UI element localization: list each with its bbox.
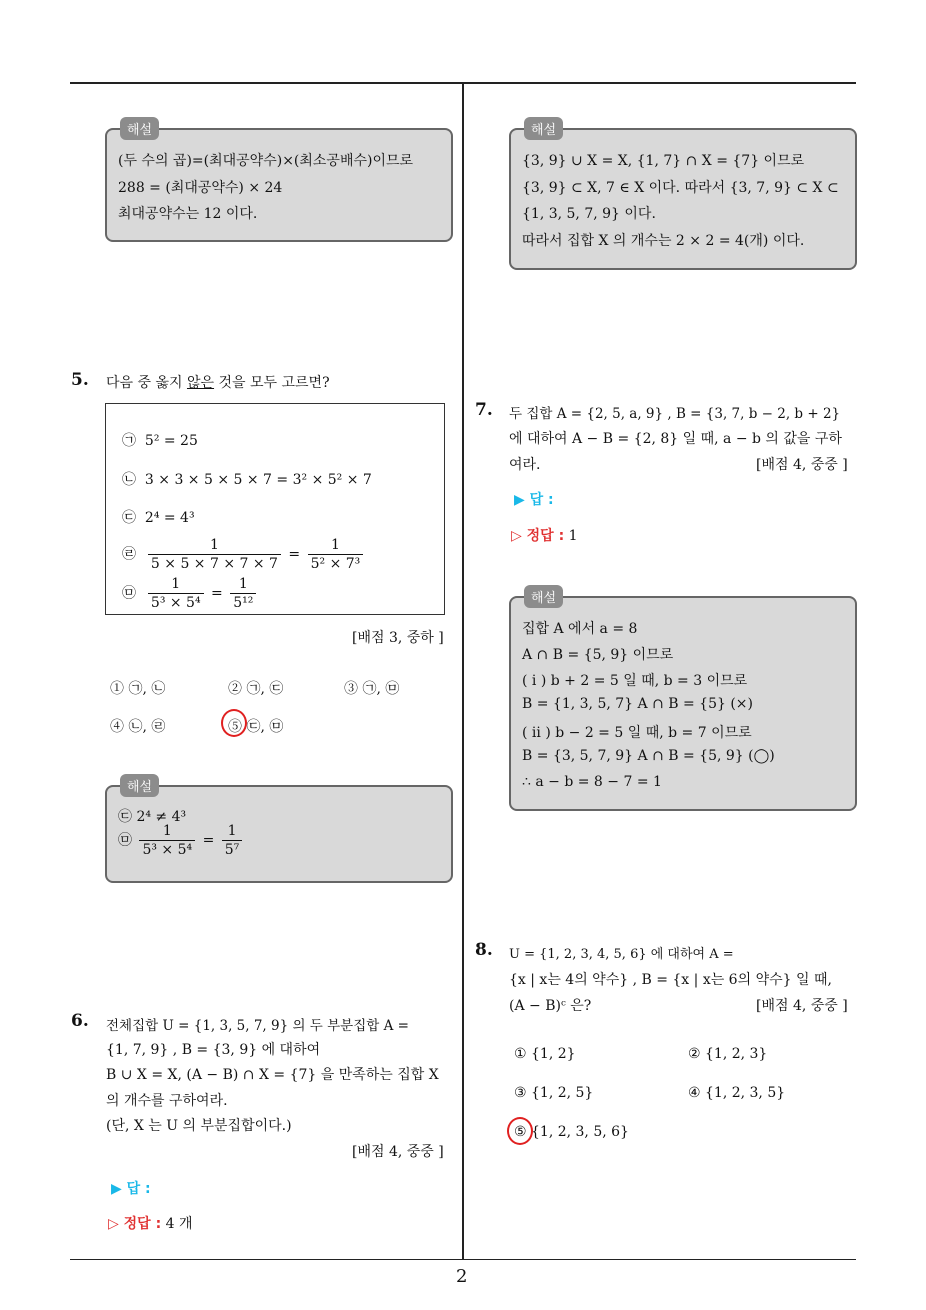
score-label: [배점 3, 중하 ] [352, 630, 444, 646]
score-label: [배점 4, 중중 ] [756, 457, 848, 473]
statement-item: ㉠ 5² = 25 [122, 433, 198, 449]
explanation-tag: 해설 [120, 774, 159, 797]
statement-item: ㉡ 3 × 3 × 5 × 5 × 7 = 3² × 5² × 7 [122, 472, 372, 488]
explanation-line: 집합 A 에서 a = 8 [522, 621, 638, 637]
fraction: $\frac{1}{\text{5⁷}}$ [222, 822, 243, 859]
column-divider [462, 83, 464, 1260]
score-label: [배점 4, 중중 ] [352, 1144, 444, 1160]
prompt-text: 다음 중 옳지 [106, 375, 187, 391]
choice-4[interactable]: ④ {1, 2, 3, 5} [688, 1085, 786, 1101]
choice-4[interactable]: ④ ㉡, ㉣ [110, 719, 166, 735]
fraction: $\frac{1}{\text{5³ × 5⁴}}$ [148, 575, 204, 612]
question-line: 두 집합 A = {2, 5, a, 9} , B = {3, 7, b − 2, b + 2} [509, 406, 841, 422]
question-line: B ∪ X = X, (A − B) ∩ X = {7} 을 만족하는 집합 X [106, 1067, 439, 1083]
explanation-line: (두 수의 곱)=(최대공약수)×(최소공배수)이므로 [118, 153, 414, 169]
explanation-line: ( ii ) b − 2 = 5 일 때, b = 7 이므로 [522, 725, 752, 741]
explanation-tag: 해설 [120, 117, 159, 140]
fraction: $\frac{1}{\text{5¹²}}$ [230, 575, 256, 612]
question-line: 에 대하여 A − B = {2, 8} 일 때, a − b 의 값을 구하 [509, 431, 842, 447]
statement-item: ㉢ 2⁴ = 4³ [122, 510, 195, 526]
explanation-line: A ∩ B = {5, 9} 이므로 [522, 647, 674, 663]
explanation-line: 288 = (최대공약수) × 24 [118, 180, 283, 196]
answer-label: ▶ 답 : [514, 492, 554, 508]
question-line: 전체집합 U = {1, 3, 5, 7, 9} 의 두 부분집합 A = [106, 1018, 409, 1034]
fraction: $\frac{1}{\text{5³ × 5⁴}}$ [139, 822, 195, 859]
explanation-tag: 해설 [524, 117, 563, 140]
explanation-line: ㉤ $\frac{1}{\text{5³ × 5⁴}}$ = $\frac{1}{\text{5⁷}}$ [118, 822, 245, 859]
page-number: 2 [456, 1266, 468, 1287]
fraction: $\frac{1}{\text{5² × 7³}}$ [308, 536, 364, 573]
statement-item: ㉣ $\frac{1}{5 \times 5 \times 7 \times 7 \times 7}$ = $\frac{1}{\text{5² × 7³}}$ [122, 536, 366, 573]
question-line: (A − B)ᶜ 은? [509, 998, 592, 1014]
prompt-emphasis: 않은 [186, 375, 215, 391]
fraction: $\frac{1}{5 \times 5 \times 7 \times 7 \times 7}$ [148, 536, 281, 573]
question-number: 5. [71, 370, 89, 390]
choice-1[interactable]: ① {1, 2} [514, 1046, 576, 1062]
explanation-line: ( i ) b + 2 = 5 일 때, b = 3 이므로 [522, 673, 748, 689]
choice-3[interactable]: ③ ㉠, ㉤ [344, 681, 400, 697]
answer-mark-circle [507, 1117, 533, 1145]
correct-answer: ▷ 정답 : 1 [511, 528, 578, 544]
question-line: 의 개수를 구하여라. [106, 1093, 228, 1109]
choice-2[interactable]: ② {1, 2, 3} [688, 1046, 768, 1062]
question-prompt [106, 372, 330, 392]
explanation-line: 따라서 집합 X 의 개수는 2 × 2 = 4(개) 이다. [522, 233, 805, 249]
prompt-text: 것을 모두 고르면? [214, 375, 330, 391]
choice-2[interactable]: ② ㉠, ㉢ [228, 681, 284, 697]
bottom-rule [70, 1259, 856, 1260]
choice-1[interactable]: ① ㉠, ㉡ [110, 681, 166, 697]
score-label: [배점 4, 중중 ] [756, 998, 848, 1014]
explanation-line: B = {3, 5, 7, 9} A ∩ B = {5, 9} (◯) [522, 748, 775, 764]
explanation-line: B = {1, 3, 5, 7} A ∩ B = {5} (×) [522, 696, 753, 712]
choice-5[interactable]: ⑤ {1, 2, 3, 5, 6} [514, 1124, 629, 1140]
choice-3[interactable]: ③ {1, 2, 5} [514, 1085, 594, 1101]
question-line: {x | x는 4의 약수} , B = {x | x는 6의 약수} 일 때, [509, 972, 832, 988]
question-number: 7. [475, 400, 493, 420]
question-line: (단, X 는 U 의 부분집합이다.) [106, 1118, 292, 1134]
question-line: U = {1, 2, 3, 4, 5, 6} 에 대하여 A = [509, 947, 734, 962]
answer-mark-circle [221, 709, 247, 737]
question-line: {1, 7, 9} , B = {3, 9} 에 대하여 [106, 1042, 321, 1058]
question-number: 6. [71, 1011, 89, 1031]
explanation-line: ∴ a − b = 8 − 7 = 1 [522, 774, 662, 790]
correct-answer: ▷ 정답 : 4 개 [108, 1216, 193, 1232]
explanation-line: ㉢ 2⁴ ≠ 4³ [118, 809, 187, 825]
explanation-tag: 해설 [524, 585, 563, 608]
explanation-line: {1, 3, 5, 7, 9} 이다. [522, 206, 656, 222]
choice-5[interactable]: ⑤ ㉢, ㉤ [228, 719, 284, 735]
explanation-line: {3, 9} ∪ X = X, {1, 7} ∩ X = {7} 이므로 [522, 153, 805, 169]
question-number: 8. [475, 940, 493, 960]
explanation-line: {3, 9} ⊂ X, 7 ∈ X 이다. 따라서 {3, 7, 9} ⊂ X ⊂ [522, 180, 839, 196]
answer-label: ▶ 답 : [111, 1181, 151, 1197]
explanation-line: 최대공약수는 12 이다. [118, 206, 258, 222]
statement-item: ㉤ $\frac{1}{\text{5³ × 5⁴}}$ = $\frac{1}{\text{5¹²}}$ [122, 575, 259, 612]
question-line: 여라. [509, 457, 541, 473]
